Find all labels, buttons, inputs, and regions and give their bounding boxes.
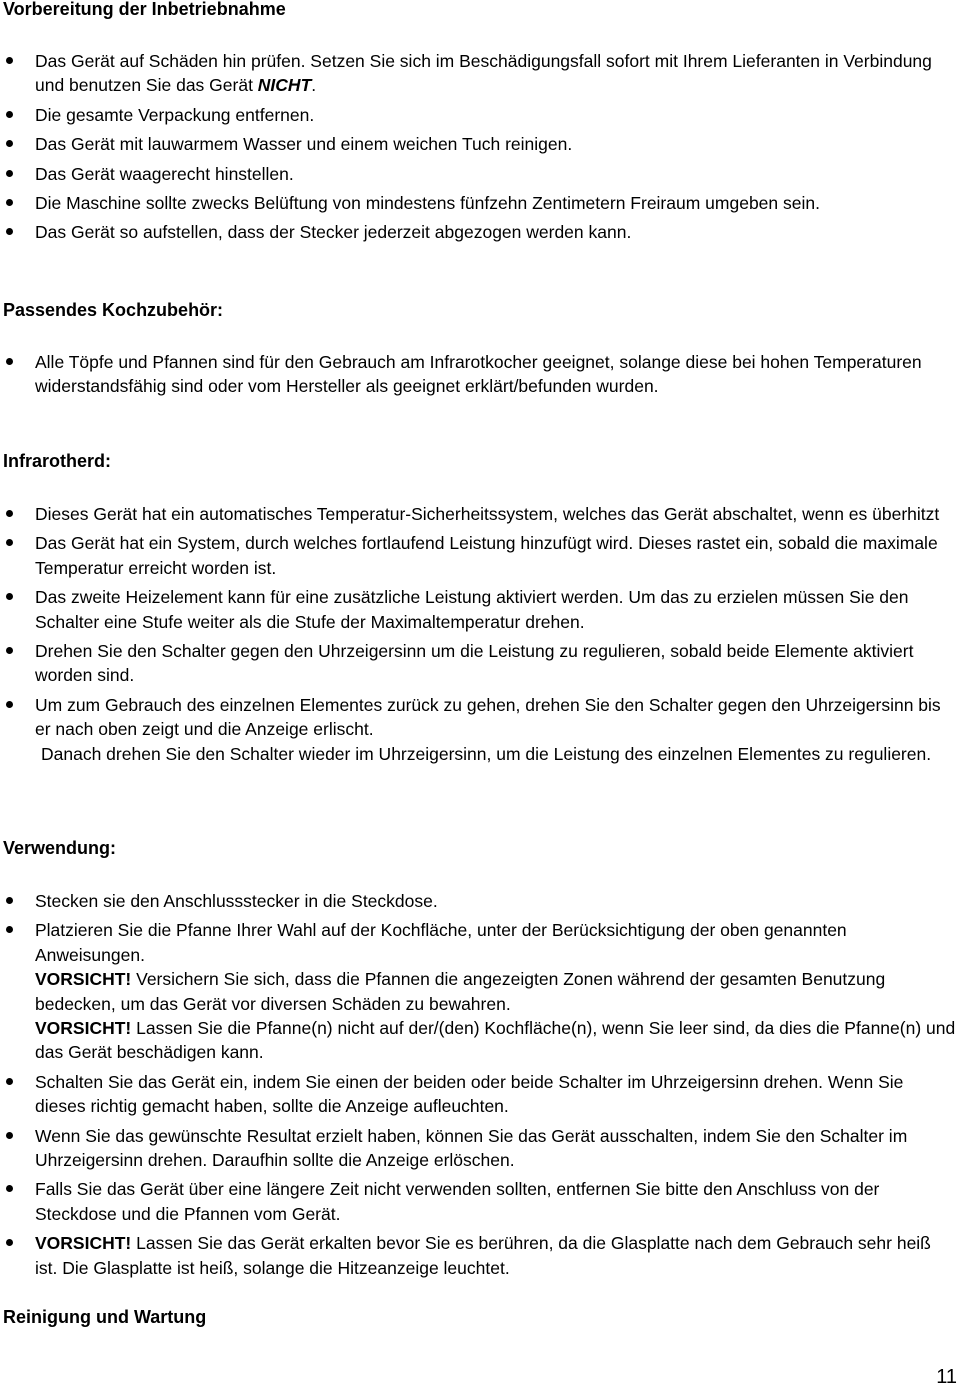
usage-item-text: Stecken sie den Anschlussstecker in die Steckdose.	[35, 891, 438, 911]
bullet-icon	[6, 926, 13, 933]
infrared-list	[0, 502, 958, 766]
setup-item	[0, 103, 958, 127]
usage-item	[0, 1177, 958, 1226]
cookware-item	[0, 350, 958, 399]
warning-text: Lassen Sie die Pfanne(n) nicht auf der/(den) Kochfläche(n), wenn Sie leer sind, da dies die Pfanne(n) und das Gerät beschädigen kann.	[35, 1018, 956, 1063]
usage-item-text: Falls Sie das Gerät über eine längere Zeit nicht verwenden sollten, entfernen Sie bitte den Anschluss von der Steckdose und die Pfannen vom Gerät.	[35, 1179, 880, 1224]
warning-label: VORSICHT!	[35, 1233, 132, 1254]
setup-item-text: Das Gerät waagerecht hinstellen.	[35, 163, 294, 184]
warning-label: VORSICHT!	[35, 969, 132, 990]
warning-paragraph	[35, 1016, 958, 1065]
bullet-icon	[6, 228, 13, 235]
page-number: 11	[936, 1366, 957, 1388]
setup-item-text: Das Gerät so aufstellen, dass der Stecker jederzeit abgezogen werden kann.	[35, 222, 632, 243]
infrared-item-text: Das zweite Heizelement kann für eine zusätzliche Leistung aktiviert werden. Um das zu erzielen müssen Sie den Schalter eine Stufe weiter als die Stufe der Maximaltemperatur drehen.	[35, 587, 909, 632]
bullet-icon	[6, 111, 13, 118]
section-heading-infrared: Infrarotherd:	[3, 451, 111, 471]
usage-item-text: Platzieren Sie die Pfanne Ihrer Wahl auf der Kochfläche, unter der Berücksichtigung der oben genannten Anweisungen.	[35, 920, 847, 965]
setup-item-text: Die Maschine sollte zwecks Belüftung von mindestens fünfzehn Zentimetern Freiraum umgeben sein.	[35, 193, 820, 214]
bullet-icon	[6, 1132, 13, 1139]
warning-label: VORSICHT!	[35, 1018, 132, 1039]
warning-text: Versichern Sie sich, dass die Pfannen die angezeigten Zonen während der gesamten Benutzung bedecken, um das Gerät vor diversen Schäden zu bewahren.	[35, 969, 886, 1014]
usage-item	[0, 1124, 958, 1173]
bullet-icon	[6, 593, 13, 600]
setup-item-text: Das Gerät mit lauwarmem Wasser und einem weichen Tuch reinigen.	[35, 134, 573, 155]
usage-item	[0, 1070, 958, 1119]
setup-item	[0, 132, 958, 156]
infrared-item	[0, 531, 958, 580]
infrared-item	[0, 693, 958, 766]
section-heading-cookware: Passendes Kochzubehör:	[3, 300, 224, 320]
infrared-item-text: Drehen Sie den Schalter gegen den Uhrzeigersinn um die Leistung zu regulieren, sobald beide Elemente aktiviert worden sind.	[35, 641, 914, 686]
cookware-list	[0, 350, 958, 399]
usage-item	[0, 918, 958, 1064]
setup-item	[0, 162, 958, 186]
infrared-item-text: Um zum Gebrauch des einzelnen Elementes zurück zu gehen, drehen Sie den Schalter gegen den Uhrzeigersinn bis er nach oben zeigt und die Anzeige erlischt.	[35, 694, 941, 740]
bullet-icon	[6, 701, 13, 708]
infrared-item	[0, 639, 958, 688]
usage-list	[0, 889, 958, 1280]
bullet-icon	[6, 1078, 13, 1085]
cookware-item-text: Alle Töpfe und Pfannen sind für den Gebrauch am Infrarotkocher geeignet, solange diese bei hohen Temperaturen widerstandsfähig sind oder vom Hersteller als geeignet erklärt/befunden wurden.	[35, 352, 922, 397]
usage-item	[0, 1231, 958, 1280]
bullet-icon	[6, 510, 13, 517]
usage-item	[0, 889, 958, 913]
infrared-item-text: Dieses Gerät hat ein automatisches Temperatur-Sicherheitssystem, welches das Gerät abschaltet, wenn es überhitzt	[35, 504, 940, 524]
infrared-item-continuation: Danach drehen Sie den Schalter wieder im Uhrzeigersinn, um die Leistung des einzelnen Elementes zu regulieren.	[41, 743, 932, 764]
warning-paragraph	[35, 967, 958, 1016]
usage-item-text: Schalten Sie das Gerät ein, indem Sie einen der beiden oder beide Schalter im Uhrzeigersinn drehen. Wenn Sie dieses richtig gemacht haben, sollte die Anzeige aufleuchten.	[35, 1071, 904, 1117]
section-heading-cleaning: Reinigung und Wartung	[3, 1307, 207, 1327]
setup-item-text-end: .	[311, 75, 317, 96]
emphasis-text: NICHT	[257, 75, 312, 96]
bullet-icon	[6, 897, 13, 904]
bullet-icon	[6, 140, 13, 147]
setup-item-text: Das Gerät auf Schäden hin prüfen. Setzen Sie sich im Beschädigungsfall sofort mit Ihrem Lieferanten in Verbindung und benutzen Sie das Gerät	[35, 51, 932, 96]
bullet-icon	[6, 1239, 13, 1246]
bullet-icon	[6, 647, 13, 654]
section-heading-usage: Verwendung:	[3, 838, 117, 858]
setup-item	[0, 220, 958, 244]
setup-list	[0, 49, 958, 245]
warning-text: Lassen Sie das Gerät erkalten bevor Sie es berühren, da die Glasplatte nach dem Gebrauch sehr heiß ist. Die Glasplatte ist heiß, solange die Hitzeanzeige leuchtet.	[35, 1233, 931, 1278]
warning-paragraph	[35, 1231, 958, 1280]
infrared-item-text: Das Gerät hat ein System, durch welches fortlaufend Leistung hinzufügt wird. Dieses rastet ein, sobald die maximale Temperatur erreicht worden ist.	[35, 533, 938, 578]
infrared-item	[0, 502, 958, 526]
bullet-icon	[6, 199, 13, 206]
usage-item-text: Wenn Sie das gewünschte Resultat erzielt haben, können Sie das Gerät ausschalten, indem Sie den Schalter im Uhrzeigersinn drehen. Daraufhin sollte die Anzeige erlöschen.	[35, 1125, 908, 1171]
section-heading-setup: Vorbereitung der Inbetriebnahme	[3, 0, 286, 19]
setup-item	[0, 191, 958, 215]
setup-item-text: Die gesamte Verpackung entfernen.	[35, 104, 315, 125]
setup-item	[0, 49, 958, 98]
bullet-icon	[6, 358, 13, 365]
bullet-icon	[6, 170, 13, 177]
bullet-icon	[6, 57, 13, 64]
infrared-item	[0, 585, 958, 634]
bullet-icon	[6, 1185, 13, 1192]
bullet-icon	[6, 539, 13, 546]
